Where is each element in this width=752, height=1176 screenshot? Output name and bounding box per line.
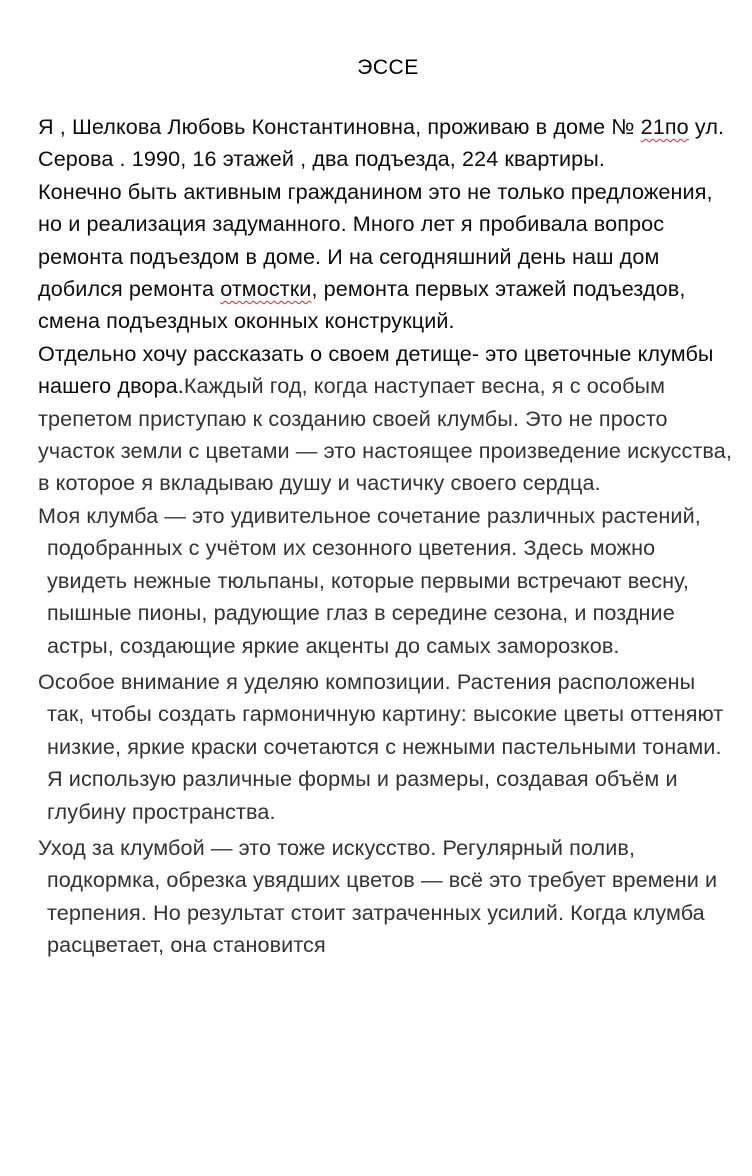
paragraph-intro-start: Я , Шелкова Любовь Константиновна, проживаю в доме № (38, 114, 641, 139)
document-body (38, 111, 738, 962)
paragraph-care: Уход за клумбой — это тоже искусство. Регулярный полив, подкормка, обрезка увядших цветов — всё это требует времени и терпения. Но результат стоит затраченных усилий. Когда клумба расцветает, она становится (38, 834, 718, 958)
spelling-error-word[interactable]: 21по (640, 114, 689, 139)
paragraph-composition: Особое внимание я уделяю композиции. Растения расположены так, чтобы создать гармоничную картину: высокие цветы оттеняют низкие, яркие краски сочетаются с нежными пастельными тонами. Я использую различные формы и размеры, создавая объём и глубину пространства. (38, 668, 724, 824)
paragraph-activity (38, 176, 738, 338)
paragraph-flowerbeds-rest: Каждый год, когда наступает весна, я с особым трепетом приступаю к созданию своей клумбы. Это не просто участок земли с цветами — это настоящее произведение искусства, в которое я вкладываю душу и частичку своего сердца. (38, 373, 732, 496)
spelling-error-word[interactable]: отмостки (220, 276, 312, 302)
paragraph-flowerbeds (38, 338, 738, 500)
paragraph-intro (38, 111, 738, 176)
paragraph-flowerbeds-lead: Отдельно хочу рассказать о своем детище- это цветочные клумбы нашего двора. (38, 340, 714, 399)
paragraph-activity-start: Конечно быть активным гражданином это не только предложения, но и реализация задуманного. Много лет я пробивала вопрос ремонта подъездом в доме. И на сегодняшний день наш дом добился ремонта (38, 178, 713, 302)
document-title: ЭССЕ (357, 56, 419, 79)
paragraph-my-flowerbed: Моя клумба — это удивительное сочетание различных растений, подобранных с учётом их сезонного цветения. Здесь можно увидеть нежные тюльпаны, которые первыми встречают весну, пышные пионы, радующие глаз в середине сезона, и поздние астры, создающие яркие акценты до самых заморозков. (38, 502, 701, 658)
paragraph-intro-end: ул. Серова . 1990, 16 этажей , два подъезда, 224 квартиры. (38, 114, 725, 172)
paragraph-activity-end: , ремонта первых этажей подъездов, смена подъездных оконных конструкций. (38, 276, 686, 334)
